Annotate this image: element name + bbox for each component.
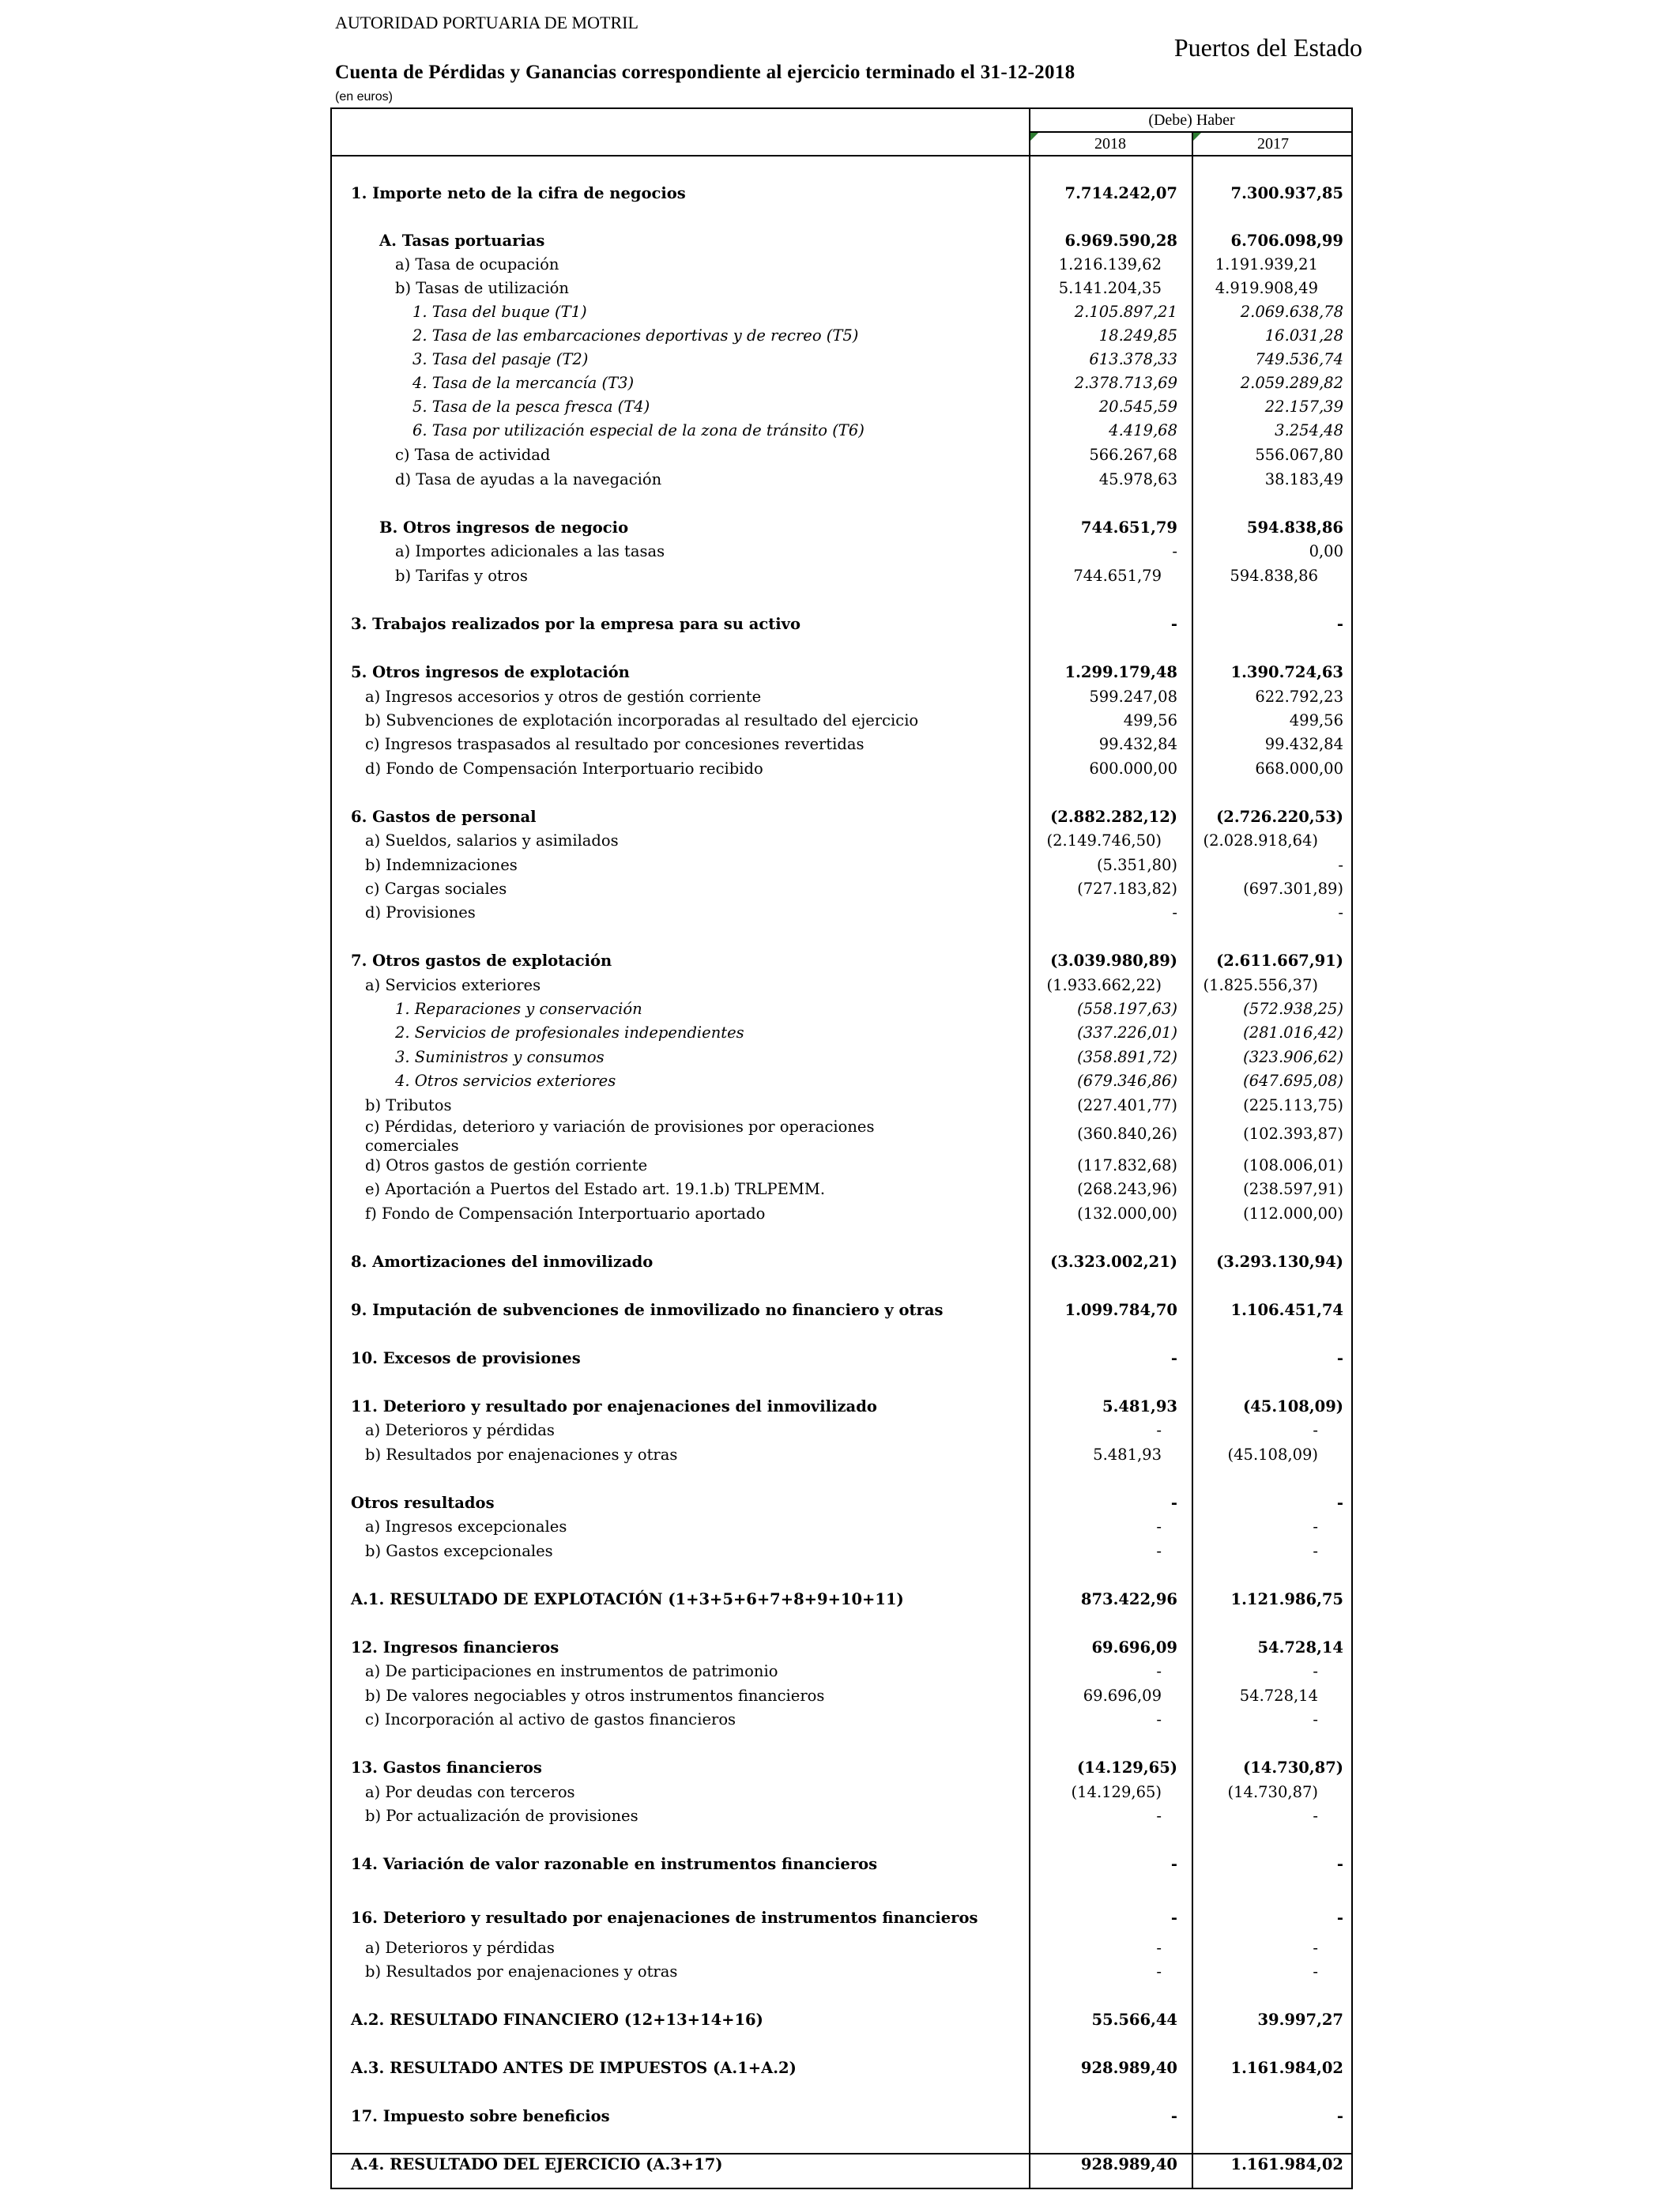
value-2017: (45.108,09) [1227, 1446, 1318, 1464]
value-2018: 1.099.784,70 [1064, 1301, 1177, 1319]
value-2017: 556.067,80 [1255, 446, 1343, 464]
table-row [332, 1756, 1351, 1780]
value-2017: (281.016,42) [1243, 1023, 1343, 1042]
value-2017: (2.611.667,91) [1216, 952, 1343, 970]
value-2017: 594.838,86 [1246, 518, 1343, 537]
table-row [332, 2056, 1351, 2080]
row-label: b) Tasas de utilización [395, 279, 569, 297]
row-label: a) De participaciones en instrumentos de patrimonio [365, 1662, 778, 1680]
value-2018: 5.481,93 [1093, 1446, 1162, 1464]
value-2018: (14.129,65) [1071, 1783, 1162, 1801]
value-2017: (45.108,09) [1242, 1397, 1343, 1416]
row-label: 9. Imputación de subvenciones de inmovilizado no financiero y otras [351, 1301, 944, 1319]
table-row [332, 733, 1351, 756]
value-2017: - [1313, 1662, 1318, 1680]
value-2017: 16.031,28 [1264, 326, 1343, 345]
value-2017: - [1313, 1542, 1318, 1560]
value-2018: (5.351,80) [1096, 856, 1177, 874]
value-2017: (3.293.130,94) [1216, 1253, 1343, 1271]
value-2017: 2.059.289,82 [1240, 374, 1343, 392]
row-label: 1. Reparaciones y conservación [395, 1000, 642, 1018]
table-row [332, 1708, 1351, 1732]
row-label: c) Incorporación al activo de gastos financieros [365, 1710, 736, 1728]
table-row [332, 443, 1351, 467]
table-row [332, 1069, 1351, 1093]
table-row [332, 685, 1351, 709]
value-2018: (360.840,26) [1077, 1125, 1177, 1143]
value-2018: - [1156, 1662, 1162, 1680]
row-label: 5. Otros ingresos de explotación [351, 663, 630, 681]
value-2018: 928.989,40 [1080, 2059, 1177, 2077]
row-label: b) Por actualización de provisiones [365, 1807, 638, 1825]
value-2017: 749.536,74 [1255, 350, 1343, 368]
value-2017: - [1336, 1909, 1343, 1927]
value-2017: 38.183,49 [1264, 470, 1343, 488]
row-label: 13. Gastos financieros [351, 1759, 542, 1777]
row-label: b) Indemnizaciones [365, 856, 518, 874]
row-label: b) Tarifas y otros [395, 567, 528, 585]
value-2018: (268.243,96) [1077, 1180, 1177, 1198]
table-row [332, 229, 1351, 253]
value-2017: (14.730,87) [1242, 1759, 1343, 1777]
table-row [332, 709, 1351, 733]
value-2017: 1.161.984,02 [1230, 2155, 1343, 2173]
value-2017: - [1313, 1807, 1318, 1825]
table-row [332, 1443, 1351, 1467]
table-row [332, 901, 1351, 925]
row-label: 2. Tasa de las embarcaciones deportivas y de recreo (T5) [412, 326, 859, 345]
row-label: a) Tasa de ocupación [395, 255, 559, 273]
value-2017: - [1313, 1517, 1318, 1536]
row-label: 3. Trabajos realizados por la empresa para su activo [351, 615, 800, 633]
value-2017: (2.726.220,53) [1216, 808, 1343, 826]
table-row [332, 324, 1351, 348]
row-label: b) De valores negociables y otros instrumentos financieros [365, 1687, 825, 1705]
row-label: 17. Impuesto sobre beneficios [351, 2107, 610, 2125]
table-row [332, 1094, 1351, 1118]
table-row [332, 2153, 1351, 2177]
table-row [332, 997, 1351, 1021]
value-2018: 18.249,85 [1098, 326, 1177, 345]
row-label: A.1. RESULTADO DE EXPLOTACIÓN (1+3+5+6+7+8+9+10+11) [351, 1590, 904, 1608]
table-row [332, 1960, 1351, 1984]
row-label: 3. Suministros y consumos [395, 1048, 605, 1066]
value-2018: - [1156, 1807, 1162, 1825]
value-2017: 39.997,27 [1257, 2011, 1343, 2029]
value-2018: 566.267,68 [1089, 446, 1177, 464]
value-2017: 668.000,00 [1255, 760, 1343, 778]
value-2017: 4.919.908,49 [1215, 279, 1318, 297]
table-row [332, 253, 1351, 277]
value-2017: 1.121.986,75 [1230, 1590, 1343, 1608]
value-2018: 2.105.897,21 [1074, 303, 1177, 321]
value-2017: - [1313, 1421, 1318, 1439]
row-label: 1. Tasa del buque (T1) [412, 303, 587, 321]
row-label: 4. Otros servicios exteriores [395, 1072, 616, 1090]
value-2017: (112.000,00) [1243, 1204, 1343, 1223]
value-2018: - [1156, 1421, 1162, 1439]
value-2017: - [1338, 856, 1343, 874]
value-2017: - [1336, 1855, 1343, 1873]
value-2017: (697.301,89) [1243, 880, 1343, 898]
row-label: A.4. RESULTADO DEL EJERCICIO (A.3+17) [351, 2155, 723, 2173]
value-2018: (1.933.662,22) [1046, 976, 1162, 994]
value-2017: 22.157,39 [1264, 398, 1343, 416]
table-row [332, 1804, 1351, 1828]
table-row [332, 540, 1351, 564]
row-label: b) Gastos excepcionales [365, 1542, 553, 1560]
row-label: 8. Amortizaciones del inmovilizado [351, 1253, 654, 1271]
value-2017: 622.792,23 [1255, 688, 1343, 706]
value-2018: - [1156, 1962, 1162, 1981]
row-label: e) Aportación a Puertos del Estado art. 19.1.b) TRLPEMM. [365, 1180, 826, 1198]
row-label: Otros resultados [351, 1494, 495, 1512]
value-2018: (14.129,65) [1076, 1759, 1177, 1777]
value-2017: (238.597,91) [1243, 1180, 1343, 1198]
value-2017: (14.730,87) [1227, 1783, 1318, 1801]
row-label: d) Otros gastos de gestión corriente [365, 1156, 648, 1174]
value-2018: (727.183,82) [1077, 880, 1177, 898]
value-2017: 0,00 [1309, 542, 1343, 560]
value-2018: - [1170, 1494, 1177, 1512]
table-row [332, 949, 1351, 973]
table-row [332, 854, 1351, 877]
table-row [332, 1178, 1351, 1201]
table-row [332, 1118, 1351, 1155]
table-row [332, 1906, 1351, 1930]
value-2017: 594.838,86 [1230, 567, 1318, 585]
value-2017: - [1336, 615, 1343, 633]
value-2018: - [1156, 1517, 1162, 1536]
table-row [332, 1347, 1351, 1370]
table-row [332, 1046, 1351, 1069]
table-row [332, 1781, 1351, 1804]
value-2017: - [1336, 1349, 1343, 1367]
table-row [332, 1515, 1351, 1539]
table-row [332, 300, 1351, 324]
value-2017: (102.393,87) [1243, 1125, 1343, 1143]
value-2018: 45.978,63 [1098, 470, 1177, 488]
value-2018: 20.545,59 [1098, 398, 1177, 416]
row-label: c) Cargas sociales [365, 880, 507, 898]
table-row [332, 1021, 1351, 1045]
table-row [332, 1202, 1351, 1226]
row-label: b) Resultados por enajenaciones y otras [365, 1446, 678, 1464]
value-2018: (132.000,00) [1077, 1204, 1177, 1223]
row-label: a) Importes adicionales a las tasas [395, 542, 665, 560]
value-2017: 1.106.451,74 [1230, 1301, 1343, 1319]
brand-name: Puertos del Estado [1173, 33, 1362, 62]
table-row [332, 371, 1351, 395]
table-row [332, 1419, 1351, 1442]
value-2017: 99.432,84 [1264, 735, 1343, 753]
value-2018: (117.832,68) [1077, 1156, 1177, 1174]
value-2018: - [1156, 1939, 1162, 1957]
row-label: 7. Otros gastos de explotación [351, 952, 612, 970]
value-2018: (679.346,86) [1077, 1072, 1177, 1090]
table-row [332, 1491, 1351, 1515]
row-label: 4. Tasa de la mercancía (T3) [412, 374, 635, 392]
value-2017: 7.300.937,85 [1230, 184, 1343, 202]
value-2017: 2.069.638,78 [1240, 303, 1343, 321]
table-row [332, 516, 1351, 540]
row-label: 3. Tasa del pasaje (T2) [412, 350, 589, 368]
value-2018: (3.323.002,21) [1050, 1253, 1177, 1271]
table-row [332, 277, 1351, 300]
value-2018: 69.696,09 [1091, 1638, 1177, 1657]
table-row [332, 1660, 1351, 1683]
row-label: d) Fondo de Compensación Interportuario recibido [365, 760, 763, 778]
value-2017: - [1338, 903, 1343, 922]
row-label: c) Tasa de actividad [395, 446, 551, 464]
value-2017: (323.906,62) [1243, 1048, 1343, 1066]
value-2018: 69.696,09 [1083, 1687, 1162, 1705]
row-label: b) Tributos [365, 1096, 452, 1114]
table-row [332, 419, 1351, 443]
table-row [332, 1936, 1351, 1960]
row-label: a) Sueldos, salarios y asimilados [365, 831, 619, 850]
value-2018: - [1156, 1542, 1162, 1560]
value-2018: - [1172, 903, 1177, 922]
row-label: a) Por deudas con terceros [365, 1783, 575, 1801]
value-2018: - [1170, 1349, 1177, 1367]
value-2018: 613.378,33 [1089, 350, 1177, 368]
table-row [332, 468, 1351, 492]
value-2017: 1.161.984,02 [1230, 2059, 1343, 2077]
table-row [332, 182, 1351, 205]
value-2018: 5.141.204,35 [1058, 279, 1162, 297]
value-2018: 6.969.590,28 [1064, 232, 1177, 250]
table-row [332, 2008, 1351, 2032]
row-label: c) Pérdidas, deterioro y variación de provisiones por operaciones comerciales [365, 1118, 875, 1155]
value-2018: (337.226,01) [1077, 1023, 1177, 1042]
value-2017: (1.825.556,37) [1203, 976, 1318, 994]
table-row [332, 2105, 1351, 2128]
value-2018: - [1170, 1909, 1177, 1927]
row-label: 5. Tasa de la pesca fresca (T4) [412, 398, 650, 416]
document-title: Cuenta de Pérdidas y Ganancias correspondiente al ejercicio terminado el 31-12-2018 [335, 62, 1075, 83]
value-2017: (2.028.918,64) [1203, 831, 1318, 850]
value-2018: 499,56 [1123, 711, 1177, 729]
value-2018: (3.039.980,89) [1050, 952, 1177, 970]
row-label: b) Subvenciones de explotación incorporadas al resultado del ejercicio [365, 711, 919, 729]
value-2018: - [1170, 2107, 1177, 2125]
value-2018: 928.989,40 [1080, 2155, 1177, 2173]
table-row [332, 1250, 1351, 1274]
value-2017: 1.390.724,63 [1230, 663, 1343, 681]
row-label: b) Resultados por enajenaciones y otras [365, 1962, 678, 1981]
row-label: 6. Tasa por utilización especial de la zona de tránsito (T6) [412, 421, 864, 439]
column-header-2018: 2018 [1094, 135, 1126, 153]
value-2017: (108.006,01) [1243, 1156, 1343, 1174]
value-2018: - [1156, 1710, 1162, 1728]
row-label: 12. Ingresos financieros [351, 1638, 559, 1657]
row-label: B. Otros ingresos de negocio [379, 518, 629, 537]
row-label: 16. Deterioro y resultado por enajenaciones de instrumentos financieros [351, 1909, 978, 1927]
row-label: 2. Servicios de profesionales independientes [395, 1023, 744, 1042]
row-label: A. Tasas portuarias [379, 232, 545, 250]
column-header-2017: 2017 [1257, 135, 1289, 153]
value-2018: - [1170, 615, 1177, 633]
value-2017: 499,56 [1289, 711, 1343, 729]
value-2017: 3.254,48 [1275, 421, 1343, 439]
row-label: a) Servicios exteriores [365, 976, 541, 994]
value-2018: 873.422,96 [1080, 1590, 1177, 1608]
value-2017: - [1313, 1962, 1318, 1981]
row-label: 11. Deterioro y resultado por enajenaciones del inmovilizado [351, 1397, 877, 1416]
row-label: a) Deterioros y pérdidas [365, 1939, 555, 1957]
table-row [332, 805, 1351, 829]
table-row [332, 613, 1351, 636]
value-2018: 1.299.179,48 [1064, 663, 1177, 681]
value-2018: (558.197,63) [1077, 1000, 1177, 1018]
row-label: c) Ingresos traspasados al resultado por concesiones revertidas [365, 735, 864, 753]
value-2017: 6.706.098,99 [1230, 232, 1343, 250]
table-row [332, 1636, 1351, 1660]
table-row [332, 1395, 1351, 1419]
income-statement-table [330, 107, 1353, 2189]
header-rule [332, 155, 1351, 156]
table-row [332, 877, 1351, 901]
table-row [332, 1299, 1351, 1322]
organization-name: AUTORIDAD PORTUARIA DE MOTRIL [335, 13, 638, 32]
row-label: d) Provisiones [365, 903, 476, 922]
value-2018: 600.000,00 [1089, 760, 1177, 778]
row-label: 10. Excesos de provisiones [351, 1349, 581, 1367]
value-2017: (572.938,25) [1243, 1000, 1343, 1018]
row-label: f) Fondo de Compensación Interportuario aportado [365, 1204, 766, 1223]
row-label: a) Ingresos accesorios y otros de gestión corriente [365, 688, 762, 706]
table-row [332, 974, 1351, 997]
value-2017: 54.728,14 [1257, 1638, 1343, 1657]
value-2018: (2.882.282,12) [1050, 808, 1177, 826]
table-row [332, 1853, 1351, 1876]
table-row [332, 757, 1351, 781]
table-row [332, 564, 1351, 588]
value-2017: 54.728,14 [1239, 1687, 1318, 1705]
value-2018: (227.401,77) [1077, 1096, 1177, 1114]
value-2018: 1.216.139,62 [1058, 255, 1162, 273]
value-2018: 2.378.713,69 [1074, 374, 1177, 392]
value-2017: (225.113,75) [1243, 1096, 1343, 1114]
value-2018: 4.419,68 [1109, 421, 1177, 439]
table-row [332, 661, 1351, 684]
row-label: 1. Importe neto de la cifra de negocios [351, 184, 686, 202]
value-2018: 55.566,44 [1091, 2011, 1177, 2029]
value-2017: (647.695,08) [1243, 1072, 1343, 1090]
value-2018: 599.247,08 [1089, 688, 1177, 706]
table-row [332, 1684, 1351, 1708]
value-2018: 7.714.242,07 [1064, 184, 1177, 202]
column-group-header: (Debe) Haber [1148, 111, 1235, 129]
value-2018: 99.432,84 [1098, 735, 1177, 753]
value-2018: 744.651,79 [1080, 518, 1177, 537]
value-2017: - [1336, 1494, 1343, 1512]
row-label: a) Deterioros y pérdidas [365, 1421, 555, 1439]
table-row [332, 1540, 1351, 1563]
value-2017: - [1313, 1939, 1318, 1957]
value-2018: 5.481,93 [1102, 1397, 1177, 1416]
value-2018: 744.651,79 [1073, 567, 1162, 585]
value-2018: (2.149.746,50) [1046, 831, 1162, 850]
value-2018: - [1172, 542, 1177, 560]
units-note: (en euros) [335, 90, 393, 104]
row-label: 6. Gastos de personal [351, 808, 537, 826]
table-row [332, 829, 1351, 853]
value-2018: - [1170, 1855, 1177, 1873]
value-2018: (358.891,72) [1077, 1048, 1177, 1066]
row-label: d) Tasa de ayudas a la navegación [395, 470, 662, 488]
value-2017: 1.191.939,21 [1215, 255, 1318, 273]
table-row [332, 1154, 1351, 1178]
table-row [332, 348, 1351, 371]
table-row [332, 1588, 1351, 1612]
row-label: A.2. RESULTADO FINANCIERO (12+13+14+16) [351, 2011, 763, 2029]
row-label: 14. Variación de valor razonable en instrumentos financieros [351, 1855, 878, 1873]
row-label: a) Ingresos excepcionales [365, 1517, 567, 1536]
value-2017: - [1336, 2107, 1343, 2125]
value-2017: - [1313, 1710, 1318, 1728]
table-row [332, 395, 1351, 419]
row-label: A.3. RESULTADO ANTES DE IMPUESTOS (A.1+A.2) [351, 2059, 797, 2077]
